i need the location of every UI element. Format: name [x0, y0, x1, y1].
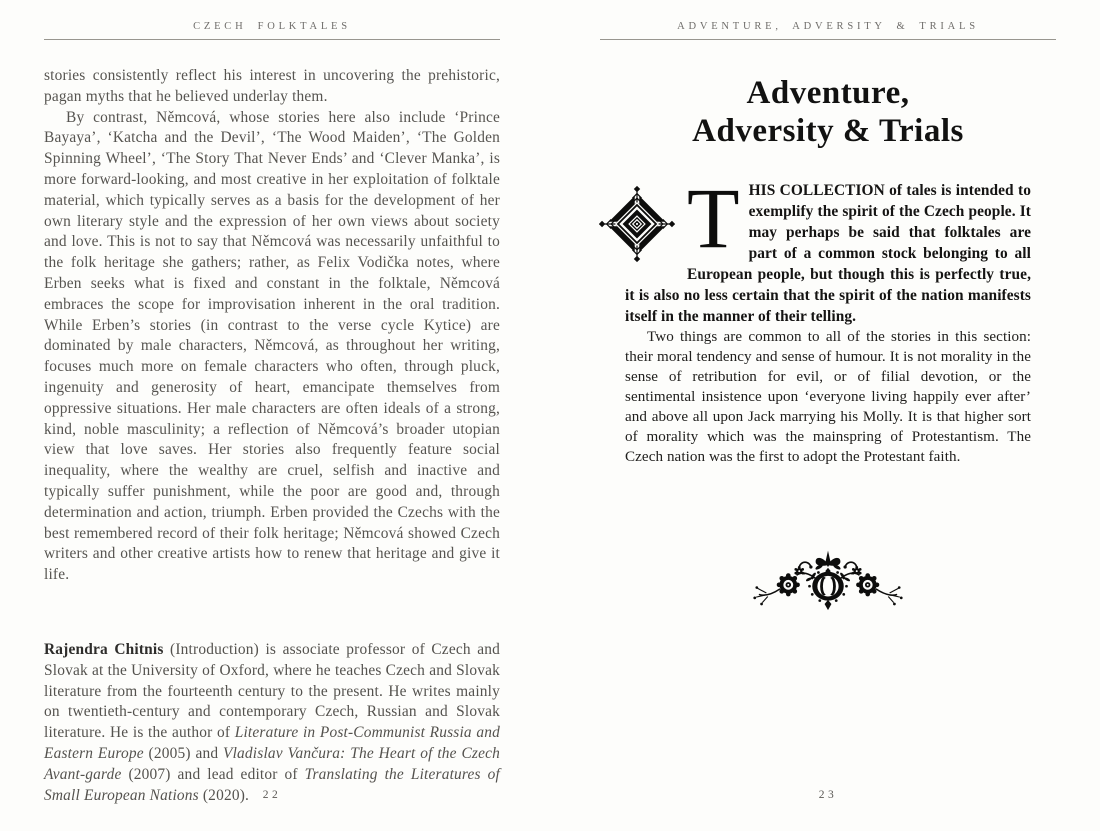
author-bio-paragraph — [44, 640, 500, 806]
right-page-body — [600, 170, 1056, 467]
bio-text: (2007) and lead editor of — [121, 765, 305, 783]
book-title-italic: Translating the Literatures of Small European Nations — [44, 765, 500, 804]
running-head-right: ADVENTURE, ADVERSITY & TRIALS — [677, 21, 979, 32]
floral-divider-icon — [739, 543, 917, 615]
left-page-header — [44, 21, 500, 40]
right-page-header — [600, 21, 1056, 40]
chapter-title — [600, 74, 1056, 150]
chapter-title-line1: Adventure, — [746, 75, 910, 111]
header-rule-left — [44, 39, 500, 40]
bio-text: (Introduction) is associate professor of Czech and Slovak at the University of Oxford, where he teaches Czech and Slovak literature from the fourteenth century to the present. He writes mainly on twentieth-century and contemporary Czech, Russian and Slovak literature. He is the author of — [44, 640, 500, 742]
intro-text: HIS COLLECTION of tales is intended to exemplify the spirit of the Czech people. It may perhaps be said that folktales are part of a common stock belonging to all European people, but though this is perfectly true, it is also no less certain that the spirit of the nation manifests itself in the manner of their telling. — [625, 182, 1031, 325]
bio-text: (2020). — [198, 786, 250, 804]
section-divider — [600, 543, 1056, 620]
page-number-right: 23 — [818, 789, 838, 801]
body-paragraph: Two things are common to all of the stories in this section: their moral tendency and sense of humour. It is not morality in the sense of retribution for evil, or of filial devotion, or the sentimental insistence upon ‘everyone living happily ever after’ and above all upon Jack marrying his Molly. It is that higher sort of morality which was the mainspring of Protestantism. The Czech nation was the first to adopt the Protestant faith. — [625, 329, 1031, 465]
bio-text: (2005) and — [143, 744, 223, 762]
drop-cap: T — [687, 170, 740, 266]
author-name: Rajendra Chitnis — [44, 640, 164, 658]
header-rule-right — [600, 39, 1056, 40]
intro-paragraph — [625, 170, 1031, 327]
body-paragraph: stories consistently reflect his interest in uncovering the prehistoric, pagan myths that he believed underlay them. — [44, 67, 500, 105]
left-page-body — [44, 66, 500, 806]
chapter-title-line2: Adversity & Trials — [692, 113, 964, 149]
book-title-italic: Literature in Post-Communist Russia and Eastern Europe — [44, 724, 500, 762]
book-title-italic: Vladislav Vančura: The Heart of the Czech Avant-garde — [44, 744, 500, 783]
right-page — [600, 0, 1056, 831]
folk-star-icon — [599, 183, 675, 265]
body-paragraph: By contrast, Němcová, whose stories here also include ‘Prince Bayaya’, ‘Katcha and the Devil’, ‘The Wood Maiden’, ‘The Golden Spinning Wheel’, ‘The Story That Never Ends’ and ‘Clever Manka’, is more forward-looking, and most creative in her exploitation of folktale material, which typically serves as a basis for the development of her own literary style and the expression of her own views about society and love. This is not to say that Němcová was necessarily unfaithful to the folk heritage she gathers; rather, as Felix Vodička notes, where Erben seeks what is fixed and constant in the folktale, Němcová embraces the scope for improvisation inherent in the oral tradition. While Erben’s stories (in contrast to the verse cycle Kytice) are dominated by male characters, Němcová, as throughout her writing, focuses much more on female characters who often, through pluck, ingenuity and generosity of heart, emancipate themselves from oppressive situations. Her male characters are often ideals of a strong, kind, noble masculinity; a reflection of Němcová’s broader utopian view that love saves. Her stories also frequently feature social inequality, where the wealthy are cruel, selfish and inactive and typically suffer punishment, while the poor are good and, through determination and action, triumph. Erben provided the Czechs with the best remembered record of their folk heritage; Němcová showed Czech writers and other creative artists how to renew that heritage and give it life. — [44, 108, 500, 584]
page-number-left: 22 — [262, 789, 282, 801]
left-page — [44, 0, 500, 831]
running-head-left: CZECH FOLKTALES — [193, 21, 351, 32]
